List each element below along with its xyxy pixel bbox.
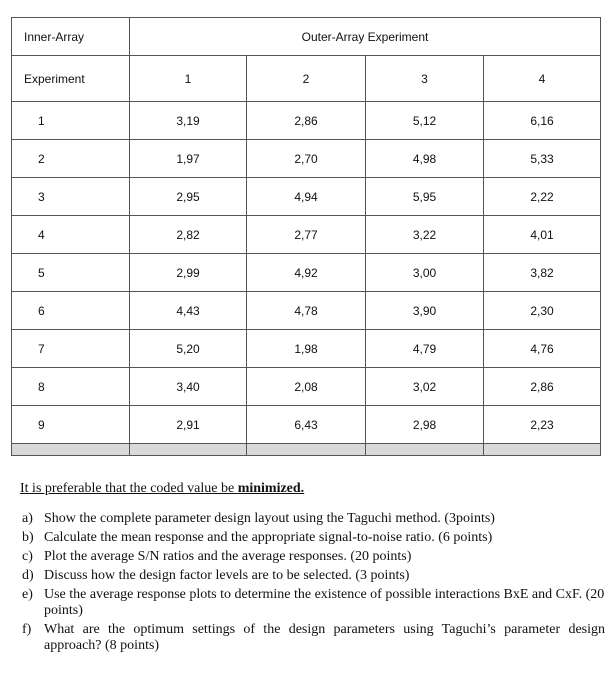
row-label: 8 <box>12 368 130 406</box>
question-text: Calculate the mean response and the appropriate signal-to-noise ratio. (6 points) <box>44 530 493 545</box>
table-cell: 3,02 <box>366 368 484 406</box>
corner-header-bottom: Experiment <box>12 56 130 102</box>
table-row <box>12 140 601 178</box>
row-label: 5 <box>12 254 130 292</box>
outer-array-header: Outer-Array Experiment <box>130 18 601 56</box>
table-cell: 2,91 <box>130 406 247 444</box>
row-label: 4 <box>12 216 130 254</box>
table-cell: 4,01 <box>484 216 601 254</box>
table-cell: 2,95 <box>130 178 247 216</box>
question-text: Show the complete parameter design layout using the Taguchi method. (3points) <box>44 511 495 526</box>
table-cell: 2,98 <box>366 406 484 444</box>
table-cell: 2,82 <box>130 216 247 254</box>
column-header: 3 <box>366 56 484 102</box>
table-cell: 6,43 <box>247 406 366 444</box>
table-row <box>12 178 601 216</box>
table-row <box>12 102 601 140</box>
row-label: 2 <box>12 140 130 178</box>
table-row <box>12 216 601 254</box>
table-cell: 3,40 <box>130 368 247 406</box>
column-header: 1 <box>130 56 247 102</box>
table-row <box>12 368 601 406</box>
intro-text: It is preferable that the coded value be <box>20 481 238 496</box>
table-cell: 2,23 <box>484 406 601 444</box>
table-row <box>12 406 601 444</box>
table-cell: 2,99 <box>130 254 247 292</box>
table-cell: 4,94 <box>247 178 366 216</box>
table-cell: 2,30 <box>484 292 601 330</box>
row-label: 6 <box>12 292 130 330</box>
row-label: 7 <box>12 330 130 368</box>
question-text: Discuss how the design factor levels are to be selected. (3 points) <box>44 568 410 583</box>
table-cell: 3,00 <box>366 254 484 292</box>
question-marker: e) <box>22 587 33 602</box>
table-cell: 3,90 <box>366 292 484 330</box>
table-cell: 1,97 <box>130 140 247 178</box>
table-footer-cell <box>12 444 130 456</box>
table-cell: 3,82 <box>484 254 601 292</box>
table-row <box>12 330 601 368</box>
question-marker: f) <box>22 622 32 637</box>
corner-header-top: Inner-Array <box>12 18 130 56</box>
question-marker: b) <box>22 530 34 545</box>
table-footer-cell <box>366 444 484 456</box>
table-cell: 5,95 <box>366 178 484 216</box>
row-label: 3 <box>12 178 130 216</box>
question-list <box>20 511 605 654</box>
table-cell: 2,08 <box>247 368 366 406</box>
table-cell: 2,86 <box>247 102 366 140</box>
row-label: 9 <box>12 406 130 444</box>
table-cell: 2,70 <box>247 140 366 178</box>
table-row <box>12 254 601 292</box>
assignment-text <box>20 481 605 657</box>
table-cell: 5,33 <box>484 140 601 178</box>
column-header: 2 <box>247 56 366 102</box>
table-cell: 4,43 <box>130 292 247 330</box>
table-cell: 2,77 <box>247 216 366 254</box>
question-item <box>20 549 605 565</box>
table-cell: 4,92 <box>247 254 366 292</box>
table-cell: 5,20 <box>130 330 247 368</box>
question-item <box>20 530 605 546</box>
table-footer-row <box>12 444 601 456</box>
column-header: 4 <box>484 56 601 102</box>
table-footer-cell <box>247 444 366 456</box>
table-cell: 4,78 <box>247 292 366 330</box>
question-text: Plot the average S/N ratios and the average responses. (20 points) <box>44 549 412 564</box>
intro-emphasis: minimized. <box>237 481 305 496</box>
question-item <box>20 511 605 527</box>
table-cell: 5,12 <box>366 102 484 140</box>
intro-sentence <box>20 481 605 497</box>
table-footer-cell <box>130 444 247 456</box>
table-cell: 4,76 <box>484 330 601 368</box>
table-row <box>12 292 601 330</box>
question-text: Use the average response plots to determine the existence of possible interactions BxE and CxF. (20 points) <box>44 587 605 618</box>
table-cell: 6,16 <box>484 102 601 140</box>
table-cell: 1,98 <box>247 330 366 368</box>
question-text: What are the optimum settings of the design parameters using Taguchi’s parameter design approach? (8 points) <box>44 622 605 653</box>
question-item <box>20 587 605 619</box>
table-cell: 2,86 <box>484 368 601 406</box>
results-table <box>11 17 601 456</box>
table-cell: 4,79 <box>366 330 484 368</box>
table-footer-cell <box>484 444 601 456</box>
column-header-row <box>12 56 601 102</box>
table-cell: 2,22 <box>484 178 601 216</box>
question-item <box>20 568 605 584</box>
row-label: 1 <box>12 102 130 140</box>
question-marker: d) <box>22 568 34 583</box>
question-marker: c) <box>22 549 33 564</box>
question-item <box>20 622 605 654</box>
table-cell: 3,19 <box>130 102 247 140</box>
table-cell: 3,22 <box>366 216 484 254</box>
table-cell: 4,98 <box>366 140 484 178</box>
question-marker: a) <box>22 511 33 526</box>
